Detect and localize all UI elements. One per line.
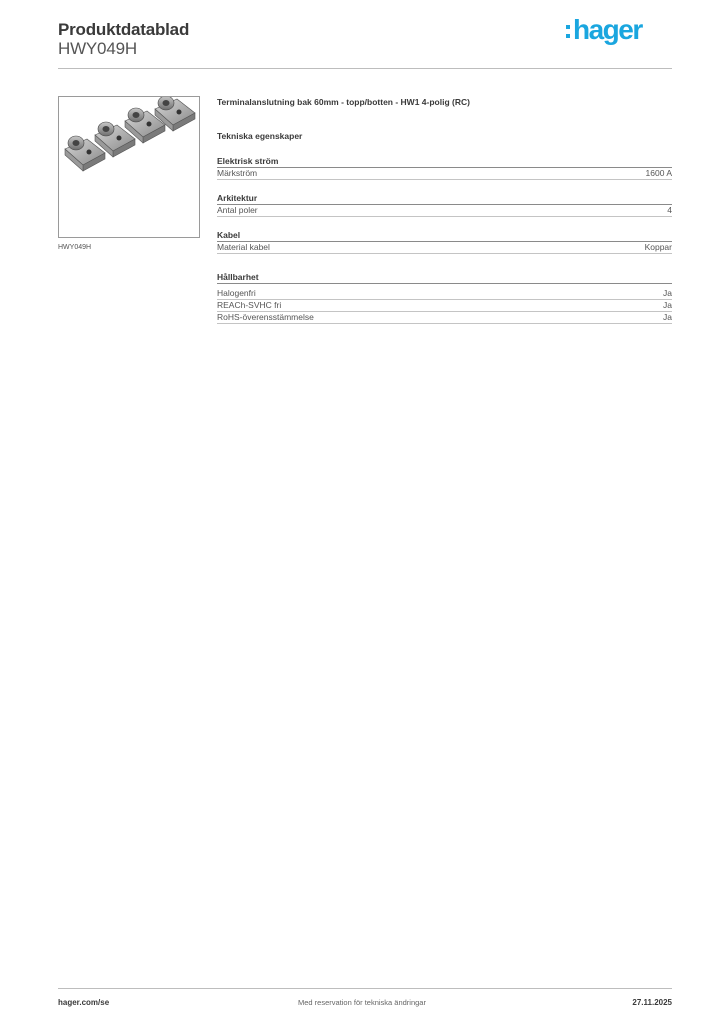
properties-title: Tekniska egenskaper [217,131,303,141]
property-value: Koppar [644,242,672,252]
property-label: Märkström [217,168,258,178]
section-elektrisk-strom [217,156,672,180]
property-label: Halogenfri [217,288,256,298]
property-row [217,168,672,180]
section-hallbarhet [217,272,672,324]
product-code: HWY049H [58,39,137,58]
property-value: Ja [663,288,672,298]
footer-website-link[interactable]: hager.com/se [58,998,110,1007]
property-row [217,242,672,254]
section-kabel [217,230,672,254]
property-value: 4 [667,205,672,215]
logo-dot-top [566,25,570,29]
image-caption: HWY049H [58,244,92,251]
logo-dot-bottom [566,34,570,38]
section-heading: Hållbarhet [217,272,672,284]
property-value: 1600 A [645,168,672,178]
product-image [58,96,200,238]
product-description: Terminalanslutning bak 60mm - topp/botten - HW1 4-polig (RC) [217,97,470,107]
footer-date: 27.11.2025 [632,998,672,1007]
header-divider [58,68,672,69]
property-label: Antal poler [217,205,258,215]
property-label: Material kabel [217,242,270,252]
property-row [217,288,672,300]
section-heading: Kabel [217,230,672,242]
property-label: REACh-SVHC fri [217,300,282,310]
terminal-connectors-image [59,97,199,237]
footer-divider [58,988,672,989]
section-heading: Arkitektur [217,193,672,205]
property-value: Ja [663,300,672,310]
section-heading: Elektrisk ström [217,156,672,168]
footer-disclaimer: Med reservation för tekniska ändringar [298,998,426,1007]
logo-text: hager [573,14,642,45]
section-arkitektur [217,193,672,217]
document-title: Produktdatablad [58,20,190,39]
property-row [217,205,672,217]
property-value: Ja [663,312,672,322]
hager-logo [566,14,666,48]
property-label: RoHS-överensstämmelse [217,312,314,322]
product-details [217,96,672,324]
property-row [217,300,672,312]
property-row [217,312,672,324]
